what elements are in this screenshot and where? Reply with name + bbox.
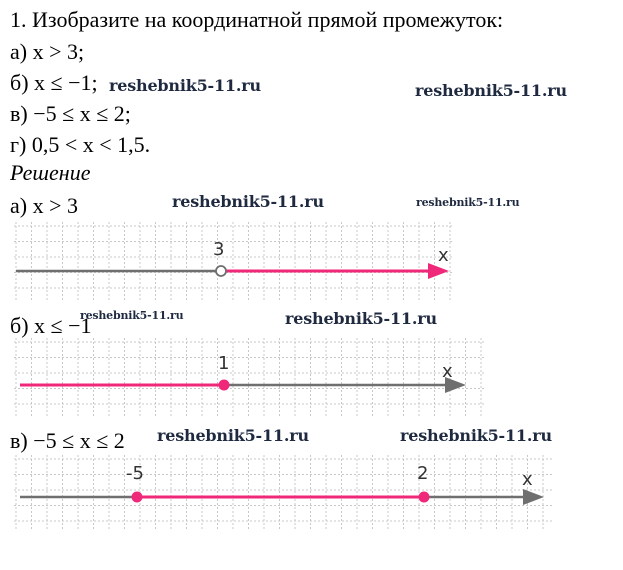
solution-heading: Решение <box>10 160 91 185</box>
solution-caption-a: а) x > 3 <box>10 193 78 218</box>
problem-item-c: в) −5 ≤ x ≤ 2; <box>10 101 131 126</box>
axis-label: x <box>522 469 533 490</box>
closed-point-right <box>419 492 430 503</box>
point-label: 1 <box>218 353 230 374</box>
open-point <box>216 266 226 276</box>
problem-item-b: б) x ≤ −1; <box>10 70 98 95</box>
problem-title: 1. Изобразите на координатной прямой промежуток: <box>10 7 504 32</box>
solution-caption-c: в) −5 ≤ x ≤ 2 <box>10 428 125 453</box>
grid <box>14 338 484 418</box>
number-line-b <box>14 338 484 418</box>
axis-label: x <box>442 361 453 382</box>
watermark: reshebnik5-11.ru <box>157 426 309 445</box>
problem-item-a: а) x > 3; <box>10 39 85 64</box>
point-label-right: 2 <box>417 463 429 484</box>
axis-label: x <box>438 245 449 266</box>
watermark: reshebnik5-11.ru <box>400 426 552 445</box>
watermark: reshebnik5-11.ru <box>109 76 261 95</box>
point-label-left: -5 <box>126 463 144 484</box>
grid <box>14 455 554 530</box>
problem-item-d: г) 0,5 < x < 1,5. <box>10 132 151 157</box>
watermark: reshebnik5-11.ru <box>416 196 520 209</box>
watermark: reshebnik5-11.ru <box>285 309 437 328</box>
closed-point <box>219 380 230 391</box>
solution-caption-b: б) x ≤ −1 <box>10 313 92 338</box>
number-line-c <box>14 455 554 530</box>
number-line-a <box>14 222 454 302</box>
watermark: reshebnik5-11.ru <box>415 81 567 100</box>
point-label: 3 <box>213 239 225 260</box>
closed-point-left <box>132 492 143 503</box>
watermark: reshebnik5-11.ru <box>172 192 324 211</box>
grid <box>14 222 454 302</box>
watermark: reshebnik5-11.ru <box>80 309 184 322</box>
axis-arrow <box>523 489 544 505</box>
